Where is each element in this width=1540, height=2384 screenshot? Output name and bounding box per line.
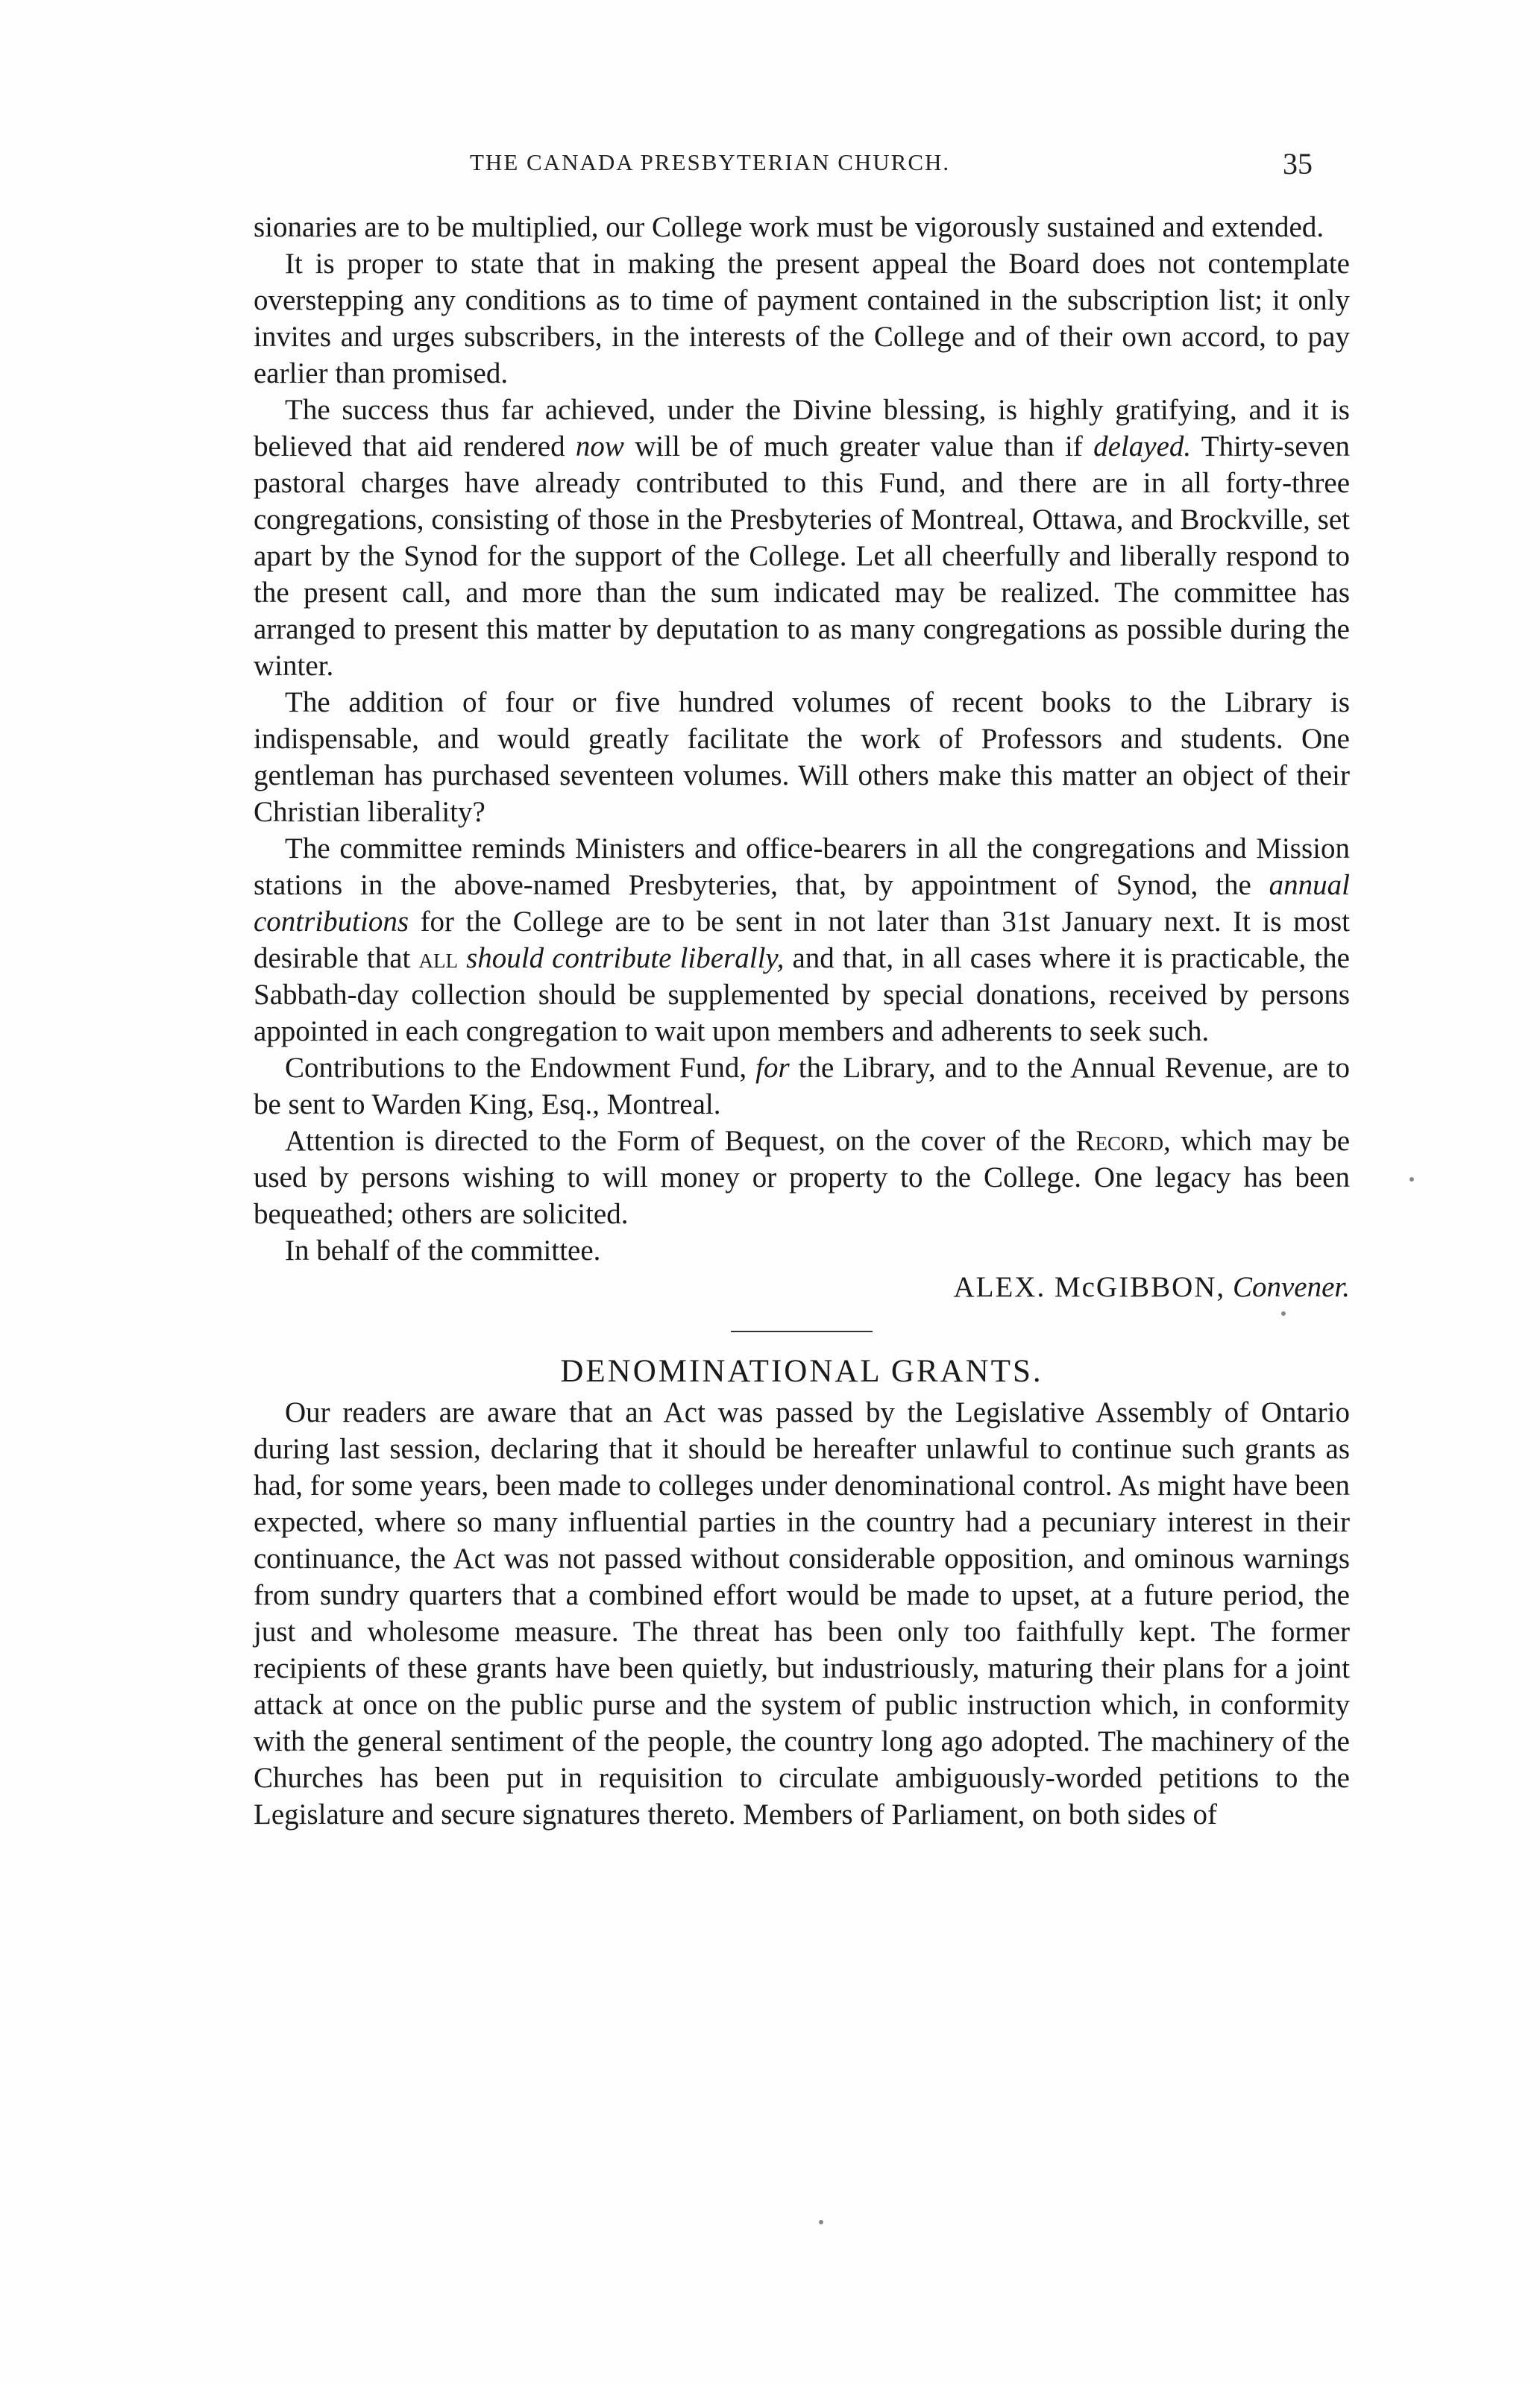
- paragraph-bequest: [254, 1123, 1350, 1232]
- emphasis-for: for: [755, 1052, 790, 1084]
- page-number: 35: [1283, 147, 1313, 181]
- paragraph-behalf: In behalf of the committee.: [285, 1235, 601, 1267]
- paragraph-library: The addition of four or five hundred volumes of recent books to the Library is indispensable, and would greatly facilitate the work of Professors and students. One gentleman has purchased seventeen volumes. Will others make this matter an object of their Christian liberality?: [254, 686, 1350, 828]
- paragraph-success: [254, 392, 1350, 684]
- article-body: [254, 209, 1350, 1833]
- text-run: Contributions to the Endowment Fund,: [285, 1052, 756, 1084]
- stray-ink-mark: [1281, 1311, 1286, 1316]
- text-run: The success thus far achieved, under the Divine blessing, is highly gratifying, and it is believed that aid rendered: [254, 394, 1350, 462]
- small-caps-all: all: [418, 942, 458, 974]
- section-heading: DENOMINATIONAL GRANTS.: [560, 1354, 1043, 1389]
- paragraph-continued: sionaries are to be multiplied, our College work must be vigorously sustained and extended.: [254, 211, 1324, 243]
- text-run: and that, in all cases where it is practicable, the Sabbath-day collection should be supplemented by special donations, received by persons appointed in each congregation to wait upon members and adherents to seek such.: [254, 942, 1350, 1047]
- emphasis-should-contribute: should contribute liberally,: [457, 942, 785, 974]
- text-run: for the College are to be sent in not later than 31st January next. It is most desirable that: [254, 906, 1350, 974]
- signature-line: [254, 1269, 1350, 1305]
- section-divider: [731, 1331, 873, 1332]
- paragraph-grants: Our readers are aware that an Act was passed by the Legislative Assembly of Ontario during last session, declaring that it should be hereafter unlawful to continue such grants as had, for some years, been made to colleges under denominational control. As might have been expected, where so many influential parties in the country had a pecuniary interest in their continuance, the Act was not passed without considerable opposition, and ominous warnings from sundry quarters that a combined effort would be made to upset, at a future period, the just and wholesome measure. The threat has been only too faithfully kept. The former recipients of these grants have been quietly, but industriously, maturing their plans for a joint attack at once on the public purse and the system of public instruction which, in conformity with the general sentiment of the people, the country long ago adopted. The machinery of the Churches has been put in requisition to circulate ambiguously-worded petitions to the Legislature and secure signatures thereto. Members of Parliament, on both sides of: [254, 1396, 1350, 1831]
- small-caps-record: Record: [1075, 1125, 1163, 1157]
- stray-ink-mark: [819, 2220, 823, 2224]
- paragraph-payment: It is proper to state that in making the present appeal the Board does not contemplate overstepping any conditions as to time of payment contained in the subscription list; it only invites and urges subscribers, in the interests of the College and of their own accord, to pay earlier than promised.: [254, 248, 1350, 389]
- paragraph-contributions: [254, 1050, 1350, 1123]
- running-head: [254, 149, 1313, 186]
- running-title: THE CANADA PRESBYTERIAN CHURCH.: [470, 149, 951, 175]
- emphasis-delayed: delayed.: [1093, 430, 1192, 462]
- text-run: The committee reminds Ministers and office-bearers in all the congregations and Mission stations in the above-named Presbyteries, that, by appointment of Synod, the: [254, 832, 1350, 901]
- signature-name: ALEX. McGIBBON,: [953, 1271, 1226, 1303]
- text-run: , which may be used by persons wishing to will money or property to the College. One legacy has been bequeathed; others are solicited.: [254, 1125, 1351, 1230]
- text-run: will be of much greater value than if: [623, 430, 1094, 462]
- emphasis-annual-contributions: annual contributions: [254, 869, 1350, 938]
- text-run: Thirty-seven pastoral charges have already contributed to this Fund, and there are in all forty-three congregations, consisting of those in the Presbyteries of Montreal, Ottawa, and Brockville, set apart by the Synod for the support of the College. Let all cheerfully and liberally respond to the present call, and more than the sum indicated may be realized. The committee has arranged to present this matter by deputation to as many congregations as possible during the winter.: [254, 430, 1351, 682]
- text-run: Attention is directed to the Form of Bequest, on the cover of the: [285, 1125, 1076, 1157]
- stray-ink-mark: [1409, 1177, 1414, 1182]
- emphasis-now: now: [575, 430, 624, 462]
- paragraph-reminder: [254, 830, 1350, 1050]
- text-run: the Library, and to the Annual Revenue, are to be sent to Warden King, Esq., Montreal.: [254, 1052, 1350, 1120]
- signature-title: Convener.: [1232, 1271, 1350, 1303]
